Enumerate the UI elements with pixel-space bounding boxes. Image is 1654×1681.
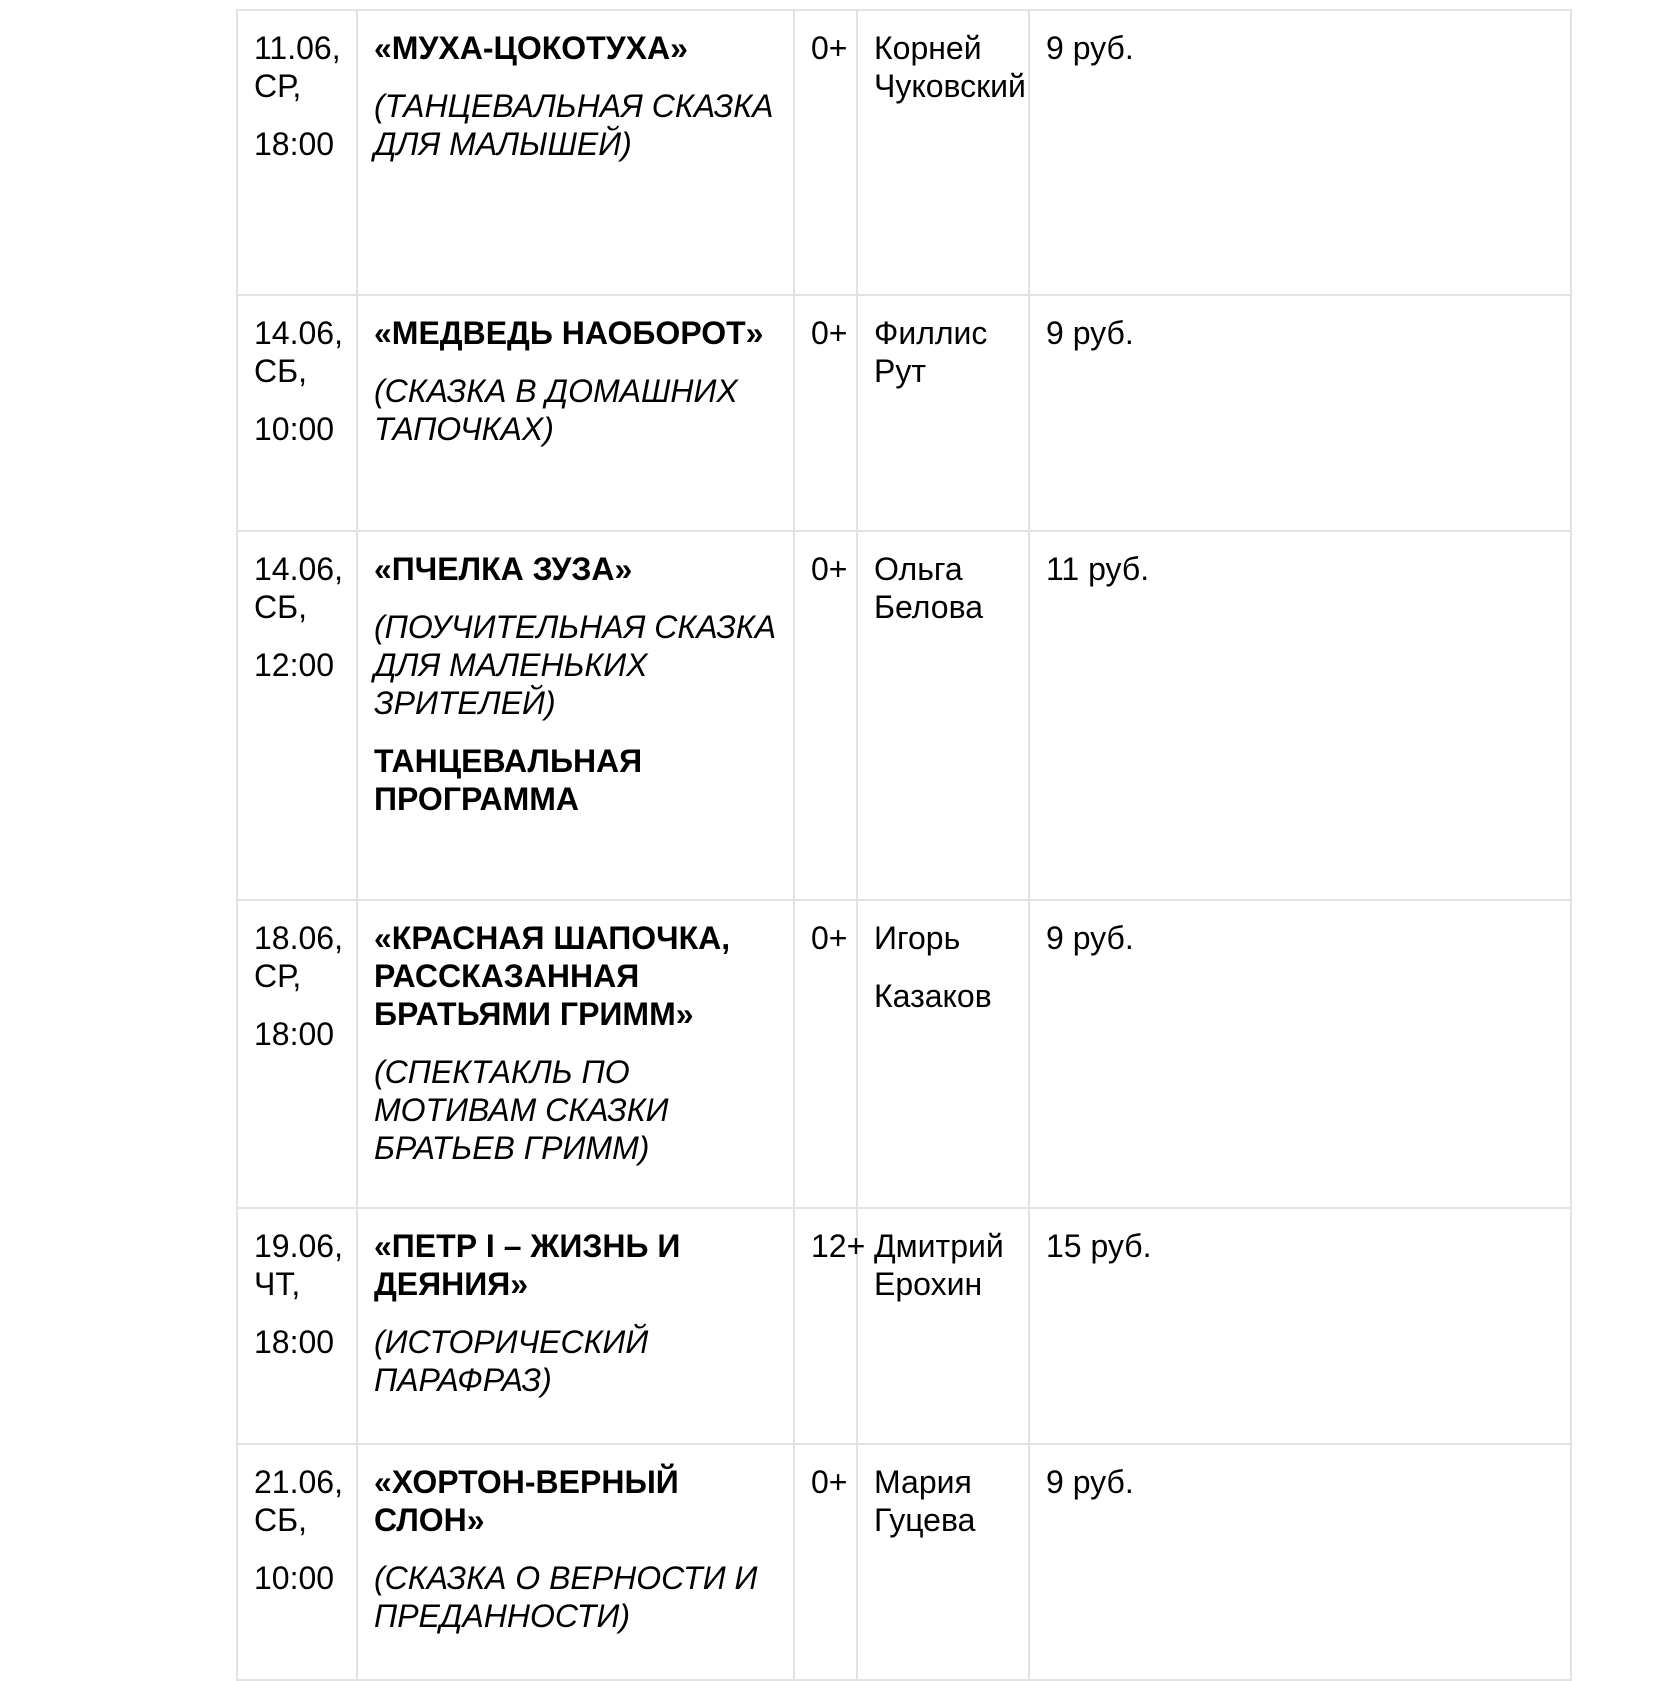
date-text: 14.06,	[254, 315, 343, 351]
date-text: 19.06,	[254, 1228, 343, 1264]
author-cell	[857, 10, 1029, 295]
age-rating: 12+	[811, 1228, 866, 1264]
time-text: 12:00	[254, 647, 335, 683]
title-cell	[357, 1444, 794, 1680]
age-rating: 0+	[811, 551, 848, 587]
author-first-name: Дмитрий	[874, 1228, 1004, 1264]
show-subtitle: (СКАЗКА О ВЕРНОСТИ И ПРЕДАННОСТИ)	[374, 1560, 758, 1634]
weekday-text: СР,	[254, 958, 302, 994]
time-text: 18:00	[254, 126, 335, 162]
author-last-name: Гуцева	[874, 1502, 976, 1538]
date-text: 14.06,	[254, 551, 343, 587]
title-cell	[357, 531, 794, 900]
show-title: «ХОРТОН-ВЕРНЫЙ СЛОН»	[374, 1464, 679, 1538]
date-cell	[237, 1208, 357, 1444]
title-cell	[357, 295, 794, 531]
date-cell	[237, 531, 357, 900]
ticket-price: 9 руб.	[1046, 1464, 1134, 1500]
table-row	[237, 900, 1571, 1208]
author-cell	[857, 900, 1029, 1208]
weekday-text: ЧТ,	[254, 1266, 301, 1302]
author-last-name: Ерохин	[874, 1266, 983, 1302]
date-cell	[237, 295, 357, 531]
ticket-price: 15 руб.	[1046, 1228, 1152, 1264]
date-text: 18.06,	[254, 920, 343, 956]
ticket-price: 9 руб.	[1046, 30, 1134, 66]
author-last-name: Чуковский	[874, 68, 1026, 104]
author-cell	[857, 295, 1029, 531]
weekday-text: СБ,	[254, 1502, 307, 1538]
table-row	[237, 531, 1571, 900]
age-rating: 0+	[811, 1464, 848, 1500]
title-cell	[357, 10, 794, 295]
time-text: 18:00	[254, 1016, 335, 1052]
price-cell	[1029, 1444, 1571, 1680]
show-title: «МУХА-ЦОКОТУХА»	[374, 30, 688, 66]
show-subtitle: (СКАЗКА В ДОМАШНИХ ТАПОЧКАХ)	[374, 373, 738, 447]
age-rating: 0+	[811, 920, 848, 956]
age-cell	[794, 10, 857, 295]
price-cell	[1029, 295, 1571, 531]
time-text: 10:00	[254, 411, 335, 447]
show-title: «ПЕТР I – ЖИЗНЬ И ДЕЯНИЯ»	[374, 1228, 681, 1302]
show-subtitle: (СПЕКТАКЛЬ ПО МОТИВАМ СКАЗКИ БРАТЬЕВ ГРИММ)	[374, 1054, 669, 1166]
price-cell	[1029, 10, 1571, 295]
show-extra-note: ТАНЦЕВАЛЬНАЯ ПРОГРАММА	[374, 743, 643, 817]
age-cell	[794, 295, 857, 531]
title-cell	[357, 1208, 794, 1444]
show-subtitle: (ТАНЦЕВАЛЬНАЯ СКАЗКА ДЛЯ МАЛЫШЕЙ)	[374, 88, 774, 162]
price-cell	[1029, 900, 1571, 1208]
age-cell	[794, 531, 857, 900]
author-first-name: Филлис	[874, 315, 988, 351]
author-cell	[857, 531, 1029, 900]
author-cell	[857, 1208, 1029, 1444]
author-first-name: Игорь	[874, 920, 961, 956]
weekday-text: СБ,	[254, 589, 307, 625]
author-first-name: Мария	[874, 1464, 972, 1500]
weekday-text: СБ,	[254, 353, 307, 389]
age-cell	[794, 1444, 857, 1680]
show-title: «КРАСНАЯ ШАПОЧКА, РАССКАЗАННАЯ БРАТЬЯМИ ГРИММ»	[374, 920, 731, 1032]
age-rating: 0+	[811, 315, 848, 351]
table-row	[237, 1444, 1571, 1680]
table-row	[237, 295, 1571, 531]
author-last-name: Белова	[874, 589, 983, 625]
price-cell	[1029, 1208, 1571, 1444]
date-cell	[237, 1444, 357, 1680]
show-subtitle: (ИСТОРИЧЕСКИЙ ПАРАФРАЗ)	[374, 1324, 649, 1398]
table-row	[237, 10, 1571, 295]
show-title: «ПЧЕЛКА ЗУЗА»	[374, 551, 633, 587]
author-first-name: Ольга	[874, 551, 963, 587]
age-cell	[794, 1208, 866, 1444]
time-text: 10:00	[254, 1560, 335, 1596]
date-text: 21.06,	[254, 1464, 343, 1500]
age-rating: 0+	[811, 30, 848, 66]
ticket-price: 9 руб.	[1046, 315, 1134, 351]
date-cell	[237, 900, 357, 1208]
show-title: «МЕДВЕДЬ НАОБОРОТ»	[374, 315, 764, 351]
age-cell	[794, 900, 857, 1208]
ticket-price: 9 руб.	[1046, 920, 1134, 956]
author-last-name: Казаков	[874, 978, 992, 1014]
author-first-name: Корней	[874, 30, 982, 66]
author-last-name: Рут	[874, 353, 926, 389]
show-subtitle: (ПОУЧИТЕЛЬНАЯ СКАЗКА ДЛЯ МАЛЕНЬКИХ ЗРИТЕЛЕЙ)	[374, 609, 777, 721]
ticket-price: 11 руб.	[1046, 551, 1150, 587]
date-text: 11.06,	[254, 30, 341, 66]
price-cell	[1029, 531, 1571, 900]
date-cell	[237, 10, 357, 295]
title-cell	[357, 900, 794, 1208]
weekday-text: СР,	[254, 68, 302, 104]
schedule-table	[236, 9, 1572, 1681]
table-row	[237, 1208, 1571, 1444]
author-cell	[857, 1444, 1029, 1680]
time-text: 18:00	[254, 1324, 335, 1360]
